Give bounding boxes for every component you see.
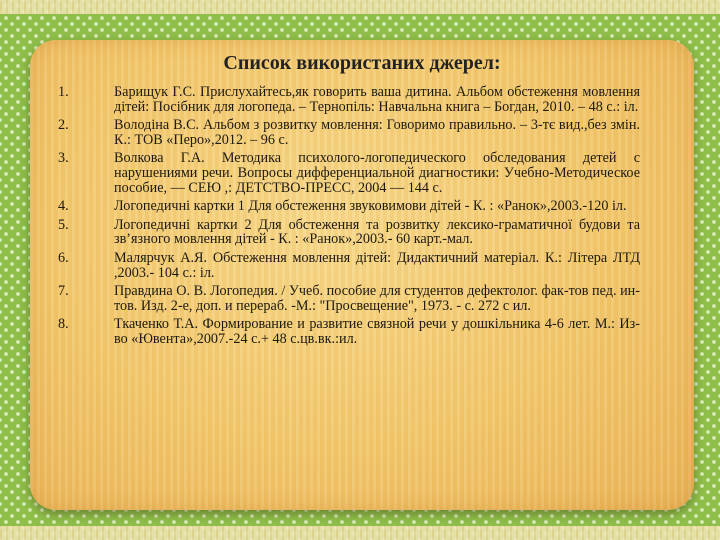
top-border-stripe (0, 0, 720, 14)
reference-number: 5. (58, 216, 69, 233)
reference-number: 4. (58, 198, 69, 215)
reference-text: Правдина О. В. Логопедия. / Учеб. пособие для студентов дефектолог. фак-тов пед. ин-тов. Изд. 2-е, доп. и перераб. -М.: "Просвещение", 1973. - с. 272 с ил. (114, 283, 640, 314)
reference-number: 3. (58, 150, 69, 167)
reference-text: Ткаченко Т.А. Формирование и развитие связной речи у дошкільника 4-6 лет. М.: Из-во «Ювента»,2007.-24 с.+ 48 с.цв.вк.:ил. (114, 316, 640, 347)
reference-item-4 (58, 198, 640, 215)
reference-number: 8. (58, 316, 69, 333)
reference-item-1 (58, 84, 640, 115)
page-title: Список використаних джерел: (223, 52, 501, 74)
bottom-border-stripe (0, 526, 720, 540)
reference-text: Логопедичні картки 1 Для обстеження звуковимови дітей - К. : «Ранок»,2003.-120 іл. (114, 198, 627, 215)
reference-number: 6. (58, 249, 69, 266)
reference-item-6 (58, 249, 640, 281)
bibliography-card (30, 40, 694, 510)
reference-item-8 (58, 316, 640, 347)
reference-number: 2. (58, 117, 69, 134)
reference-number: 7. (58, 283, 69, 300)
reference-text: Малярчук А.Я. Обстеження мовлення дітей: Дидактичний матеріал. К.: Літера ЛТД ,2003.- 104 с.: іл. (114, 249, 640, 281)
reference-item-5 (58, 216, 640, 248)
reference-text: Барищук Г.С. Прислухайтесь,як говорить ваша дитина. Альбом обстеження мовлення дітей: Посібник для логопеда. – Тернопіль: Навчальна книга – Богдан, 2010. – 48 с.: іл. (114, 84, 640, 115)
reference-item-3 (58, 150, 640, 196)
reference-text: Володіна В.С. Альбом з розвитку мовлення: Говоримо правильно. – 3-тє вид.,без змін. К.: ТОВ «Перо»,2012. – 96 с. (114, 117, 640, 148)
reference-text: Волкова Г.А. Методика психолого-логопедического обследования детей с нарушениями речи. Вопросы дифференциальной диагностики: Учебно-Методическое пособие, — СЕЮ ,: ДЕТСТВО-ПРЕСС, 2004 — 144 с. (114, 150, 640, 196)
reference-text: Логопедичні картки 2 Для обстеження та розвитку лексико-граматичної будови та зв’язного мовлення дітей - К. : «Ранок»,2003.- 60 карт.-мал. (114, 216, 640, 248)
reference-item-7 (58, 283, 640, 314)
reference-number: 1. (58, 84, 69, 100)
reference-list (58, 84, 640, 351)
reference-item-2 (58, 117, 640, 148)
